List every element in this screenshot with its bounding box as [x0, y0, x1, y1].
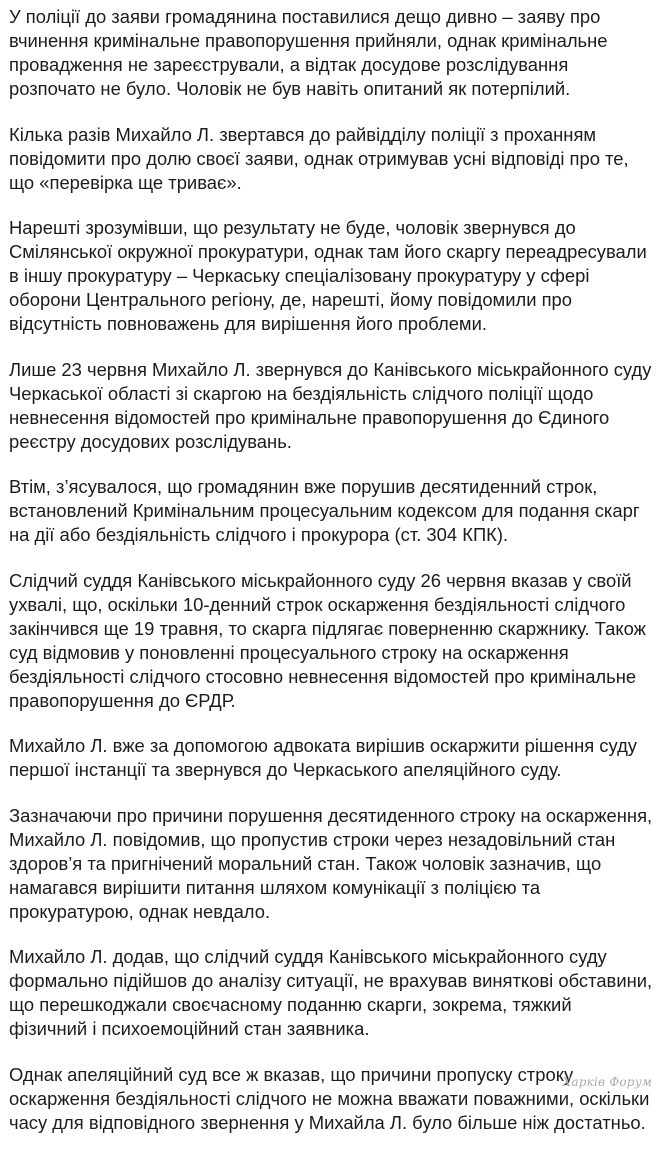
article-paragraph-6: Слідчий суддя Канівського міськрайонного суду 26 червня вказав у своїй ухвалі, що, оскільки 10-денний строк оскарження бездіяльності слідчого закінчився ще 19 травня, то скарга підлягає поверненню скаржнику. Також суд відмовив у поновленні процесуального строку на оскарження бездіяльності слідчого стосовно невнесення відомостей про кримінальне правопорушення до ЄРДР.: [9, 569, 646, 711]
article-paragraph-1: У поліції до заяви громадянина поставилися дещо дивно – заяву про вчинення кримінальне правопорушення прийняли, однак кримінальне провадження не зареєстрували, а відтак досудове розслідування розпочато не було. Чоловік не був навіть опитаний як потерпілий.: [9, 6, 608, 99]
watermark: Харків Форум: [562, 1075, 652, 1089]
article-body: [9, 5, 654, 1156]
article-paragraph-2: Кілька разів Михайло Л. звертався до райвідділу поліції з проханням повідомити про долю своєї заяви, однак отримував усні відповіді про те, що «перевірка ще триває».: [9, 123, 629, 193]
article-paragraph-5: Втім, з’ясувалося, що громадянин вже порушив десятиденний строк, встановлений Кримінальним процесуальним кодексом для подання скарг на дії або бездіяльність слідчого і прокурора (ст. 304 КПК).: [9, 476, 640, 545]
article-paragraph-10: Однак апеляційний суд все ж вказав, що причини пропуску строку оскарження бездіяльності слідчого не можна вважати поважними, оскільки часу для відповідного звернення у Михайла Л. було більше ніж достатньо.: [9, 1063, 650, 1133]
article-paragraph-7: Михайло Л. вже за допомогою адвоката вирішив оскаржити рішення суду першої інстанції та звернувся до Черкаського апеляційного суду.: [9, 735, 638, 780]
article-paragraph-9: Михайло Л. додав, що слідчий суддя Канівського міськрайонного суду формально підійшов до аналізу ситуації, не врахував виняткові обставини, що перешкоджали своєчасному поданню скарги, зокрема, тяжкий фізичний і психоемоційний стан заявника.: [9, 946, 653, 1039]
article-paragraph-3: Нарешті зрозумівши, що результату не буде, чоловік звернувся до Смілянської окружної прокуратури, однак там його скаргу переадресували в іншу прокуратуру – Черкаську спеціалізовану прокуратуру у сфері оборони Центрального регіону, де, нарешті, йому повідомили про відсутність повноважень для вирішення його проблеми.: [9, 217, 647, 334]
article-paragraph-8: Зазначаючи про причини порушення десятиденного строку на оскарження, Михайло Л. повідомив, що пропустив строки через незадовільний стан здоров’я та пригнічений моральний стан. Також чоловік зазначив, що намагався вирішити питання шляхом комунікації з поліцією та прокуратурою, однак невдало.: [9, 804, 653, 922]
article-paragraph-4: Лише 23 червня Михайло Л. звернувся до Канівського міськрайонного суду Черкаської області зі скаргою на бездіяльність слідчого поліції щодо невнесення відомостей про кримінальне правопорушення до Єдиного реєстру досудових розслідувань.: [9, 358, 652, 452]
